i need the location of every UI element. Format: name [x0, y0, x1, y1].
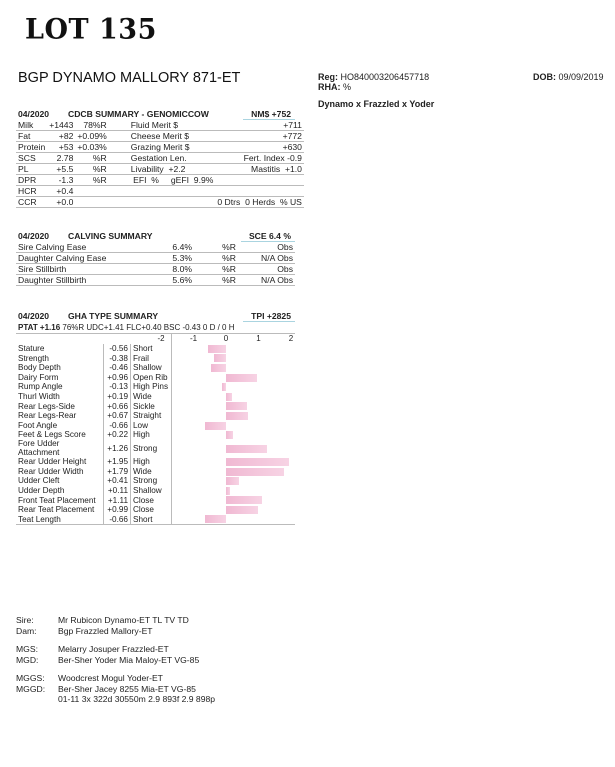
trait-value: -0.46 [104, 363, 131, 373]
trait-name-line: Rear Teat Placement [18, 505, 95, 515]
trait-name-line: Rump Angle [18, 382, 63, 392]
calving-row [16, 275, 295, 286]
rha-value: % [343, 82, 352, 92]
cdcb-trait: Milk [16, 120, 47, 131]
trait-value: +0.67 [104, 411, 131, 421]
trait-value: -0.66 [104, 515, 131, 525]
trait-descriptor: Shallow [131, 363, 174, 373]
trait-name-line: Rear Legs-Side [18, 401, 75, 411]
calving-row [16, 253, 295, 264]
trait-value: +0.41 [104, 476, 131, 486]
trait-descriptor: Short [131, 515, 174, 525]
cdcb-date: 04/2020 [18, 109, 50, 119]
trait-descriptor: Close [131, 496, 174, 506]
cdcb-value2: +772 [215, 131, 304, 142]
date-of-birth [533, 72, 604, 82]
pedigree-label: MGGS: [16, 673, 45, 683]
type-bar [226, 487, 230, 495]
calving-trait: Daughter Calving Ease [16, 253, 160, 264]
cdcb-value: +1443 [49, 120, 74, 130]
axis-tick-label: -2 [157, 334, 165, 343]
cdcb-row [16, 153, 304, 164]
cdcb-value2: +711 [215, 120, 304, 131]
cdcb-value: 2.78 [47, 153, 75, 164]
pedigree-value: Mr Rubicon Dynamo-ET TL TV TD [58, 615, 189, 625]
pedigree-row [16, 694, 215, 705]
registration-info [318, 72, 429, 92]
cdcb-table [16, 120, 304, 208]
cdcb-label2: Cheese Merit $ [109, 131, 216, 142]
type-bar [226, 477, 239, 485]
cdcb-trait: SCS [16, 153, 47, 164]
axis-tick-label: -1 [189, 334, 198, 343]
gha-type-summary [16, 311, 295, 525]
pedigree-value: Melarry Josuper Frazzled-ET [58, 644, 169, 654]
calving-table [16, 242, 295, 286]
type-bar [214, 354, 226, 362]
cdcb-row [16, 120, 304, 131]
calving-rel: %R [194, 264, 238, 275]
calving-trait: Sire Stillbirth [16, 264, 160, 275]
cdcb-value: +5.5 [47, 164, 75, 175]
trait-descriptor: Strong [131, 476, 174, 486]
trait-name-line: Thurl Width [18, 391, 60, 401]
type-bar [226, 468, 284, 476]
trait-value: +0.11 [104, 486, 131, 496]
trait-name-line: Fore Udder [18, 438, 60, 448]
pedigree-row [16, 673, 215, 684]
type-bar [226, 393, 232, 401]
calving-obs: Obs [238, 264, 295, 275]
trait-value: -0.13 [104, 382, 131, 392]
pedigree-label: MGGD: [16, 683, 46, 694]
axis-tick-label: 0 [223, 334, 229, 343]
calving-obs: N/A Obs [238, 275, 295, 286]
calving-summary [16, 231, 295, 286]
pedigree-row [16, 615, 215, 626]
cdcb-trait: DPR [16, 175, 47, 186]
cdcb-value: +0.0 [47, 197, 75, 208]
type-bar [226, 458, 289, 466]
cdcb-title: CDCB SUMMARY - GENOMICCOW [68, 109, 209, 119]
trait-descriptor: Straight [131, 411, 174, 421]
trait-value: -0.38 [104, 354, 131, 364]
trait-descriptor: Shallow [131, 486, 174, 496]
cdcb-pct: %R [75, 153, 108, 164]
type-bar [208, 345, 226, 353]
calving-date: 04/2020 [18, 231, 50, 241]
reg-number: HO840003206457718 [340, 72, 430, 82]
bars-layer [16, 344, 295, 524]
type-bar [205, 515, 226, 523]
trait-name-line: Rear Legs-Rear [18, 411, 77, 421]
cdcb-value2: 0 Dtrs 0 Herds % US [217, 197, 302, 207]
ptat-line [16, 322, 295, 334]
trait-name-line: Feet & Legs Score [18, 430, 86, 440]
trait-name-line: Stature [18, 344, 45, 353]
pedigree-value: Bgp Frazzled Mallory-ET [58, 625, 153, 636]
cdcb-label2: Gestation Len. [109, 153, 216, 164]
type-bar [222, 383, 226, 391]
pedigree-label: MGD: [16, 654, 39, 665]
cdcb-value2: +630 [215, 142, 304, 153]
calving-title: CALVING SUMMARY [68, 231, 153, 241]
pedigree-label: Dam: [16, 625, 37, 636]
chart-bottom-rule [16, 524, 295, 525]
type-bar [226, 445, 267, 453]
cdcb-value2: Mastitis +1.0 [215, 164, 304, 175]
trait-descriptor: Wide [131, 392, 174, 402]
trait-name-line: Udder Depth [18, 485, 65, 495]
type-bar [226, 431, 233, 439]
trait-name-line: Rear Udder Width [18, 466, 84, 476]
calving-rel: %R [194, 253, 238, 264]
gha-header [16, 311, 295, 322]
cdcb-pct [75, 197, 108, 208]
cdcb-value2 [215, 186, 304, 197]
trait-name-line: Foot Angle [18, 420, 58, 430]
cdcb-pct: %R [75, 164, 108, 175]
trait-name-line: Front Teat Placement [18, 495, 96, 505]
type-bar [226, 402, 247, 410]
rha-label: RHA: [318, 82, 341, 92]
pedigree-row [16, 684, 215, 695]
cdcb-label2: Livability +2.2 [109, 164, 216, 175]
trait-value: +1.11 [104, 496, 131, 506]
pedigree-value: 01-11 3x 322d 30550m 2.9 893f 2.9 898p [58, 694, 216, 704]
cdcb-trait: Fat [16, 131, 47, 142]
calving-rel: %R [194, 242, 238, 253]
trait-value: +0.96 [104, 373, 131, 383]
trait-value: +1.79 [104, 467, 131, 477]
cdcb-value: -1.3 [47, 175, 75, 186]
dob-label: DOB: [533, 72, 556, 82]
pedigree-line: Dynamo x Frazzled x Yoder [318, 99, 435, 109]
trait-value: +0.19 [104, 392, 131, 402]
cdcb-row [16, 197, 304, 208]
trait-value: -0.66 [104, 421, 131, 431]
calving-rel: %R [194, 275, 238, 286]
pedigree-block [16, 615, 215, 705]
trait-descriptor: Low [131, 421, 174, 431]
cdcb-label2: Grazing Merit $ [109, 142, 216, 153]
nm-dollars: NM$ +752 [243, 109, 295, 120]
cdcb-row [16, 164, 304, 175]
trait-descriptor: Short [131, 344, 174, 354]
animal-name: BGP DYNAMO MALLORY 871-ET [18, 70, 241, 86]
cdcb-row [16, 186, 304, 197]
cdcb-value: +82 [47, 131, 75, 142]
cdcb-header [16, 109, 295, 120]
axis-tick-label: 2 [288, 334, 294, 343]
cdcb-pct [75, 186, 108, 197]
trait-descriptor: Close [131, 505, 174, 515]
sce-value: SCE 6.4 % [241, 231, 295, 242]
cdcb-label2: Fluid Merit $ [109, 120, 216, 131]
type-bar [226, 506, 258, 514]
trait-value: +0.66 [104, 402, 131, 412]
cdcb-label2: EFI % gEFI 9.9% [109, 175, 216, 186]
cdcb-pct: %R [75, 175, 108, 186]
trait-descriptor: High Pins [131, 382, 174, 392]
trait-descriptor: Strong [131, 440, 174, 457]
calving-row [16, 264, 295, 275]
calving-value: 5.6% [160, 275, 194, 286]
calving-header [16, 231, 295, 242]
trait-descriptor: High [131, 457, 174, 467]
pedigree-label: Sire: [16, 615, 34, 625]
axis-ticks [16, 334, 295, 344]
cdcb-trait: PL [16, 164, 47, 175]
cdcb-trait: Protein [18, 142, 46, 152]
trait-name-line: Rear Udder Height [18, 457, 87, 467]
pedigree-value: Ber-Sher Jacey 8255 Mia-ET VG-85 [58, 683, 196, 694]
calving-value: 8.0% [160, 264, 194, 275]
pedigree-row [16, 626, 215, 637]
ptat-value: PTAT +1.16 [18, 323, 61, 332]
trait-name-line: Attachment [18, 447, 60, 457]
pedigree-row [16, 655, 215, 666]
ptat-details: 76%R UDC+1.41 FLC+0.40 BSC -0.43 0 D / 0 H [60, 323, 235, 332]
cdcb-label2 [109, 197, 216, 208]
trait-name-line: Body Depth [18, 363, 61, 373]
pedigree-label: MGS: [16, 644, 38, 654]
trait-descriptor: High [131, 430, 174, 440]
axis-tick-label: 1 [256, 334, 261, 343]
cdcb-trait: HCR [16, 186, 47, 197]
calving-trait: Daughter Stillbirth [16, 275, 160, 286]
cdcb-trait: CCR [16, 197, 47, 208]
trait-value: +0.99 [104, 505, 131, 515]
calving-value: 5.3% [160, 253, 194, 264]
cdcb-row [16, 131, 304, 142]
trait-value: +1.95 [104, 457, 131, 467]
dob-value: 09/09/2019 [558, 72, 604, 82]
calving-trait: Sire Calving Ease [16, 242, 160, 253]
calving-value: 6.4% [160, 242, 194, 253]
type-chart [16, 344, 295, 524]
tpi-value: TPI +2825 [243, 311, 295, 322]
type-bar [205, 422, 226, 430]
trait-descriptor: Sickle [131, 402, 174, 412]
type-bar [226, 374, 257, 382]
calving-obs: N/A Obs [238, 253, 295, 264]
type-bar [226, 412, 248, 420]
calving-obs: Obs [238, 242, 295, 253]
cdcb-value2 [215, 175, 304, 186]
cdcb-value2: Fert. Index -0.9 [215, 153, 304, 164]
trait-name-line: Teat Length [18, 514, 61, 524]
cdcb-summary [16, 109, 302, 208]
gha-date: 04/2020 [18, 311, 50, 321]
lot-number: LOT 135 [25, 13, 157, 46]
trait-value: +1.26 [104, 440, 131, 457]
cdcb-row [16, 142, 304, 153]
reg-label: Reg: [318, 72, 338, 82]
trait-value: +0.22 [104, 430, 131, 440]
calving-row [16, 242, 295, 253]
pedigree-value: Woodcrest Mogul Yoder-ET [58, 673, 163, 683]
trait-name-line: Dairy Form [18, 372, 59, 382]
trait-descriptor: Frail [131, 354, 174, 364]
pedigree-value: Ber-Sher Yoder Mia Maloy-ET VG-85 [58, 654, 200, 665]
pedigree-row [16, 644, 215, 655]
cdcb-row [16, 175, 304, 186]
trait-descriptor: Open Rib [131, 373, 174, 383]
cdcb-pct: 78%R [75, 120, 108, 131]
gha-title: GHA TYPE SUMMARY [68, 311, 159, 321]
cdcb-pct: +0.03% [77, 142, 107, 152]
type-bar [226, 496, 262, 504]
cdcb-label2 [109, 186, 216, 197]
cdcb-value: +53 [47, 142, 75, 153]
trait-name-line: Strength [18, 353, 49, 363]
cdcb-pct: +0.09% [77, 131, 107, 141]
cdcb-value: +0.4 [47, 186, 75, 197]
trait-value: -0.56 [104, 344, 131, 354]
trait-descriptor: Wide [131, 467, 174, 477]
trait-name-line: Udder Cleft [18, 476, 60, 486]
type-bar [211, 364, 226, 372]
